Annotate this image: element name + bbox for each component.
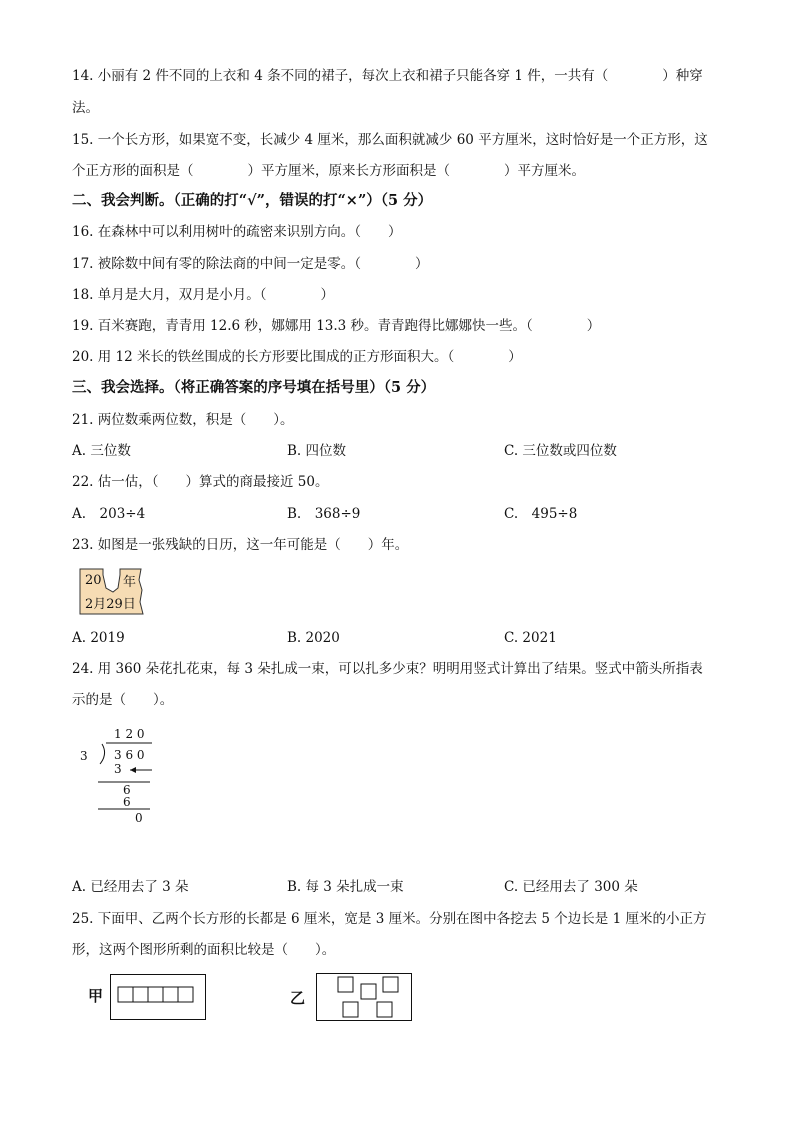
division-dividend: 3 6 0 bbox=[114, 748, 145, 762]
division-lines bbox=[78, 726, 168, 830]
arrow-head-icon bbox=[130, 767, 136, 773]
q22-option-b[interactable]: B. 368÷9 bbox=[287, 506, 361, 522]
long-division-figure bbox=[78, 726, 168, 830]
label-yi: 乙 bbox=[290, 989, 306, 1007]
calendar-year-prefix: 20 bbox=[85, 573, 102, 588]
q20: 20. 用 12 米长的铁丝围成的长方形要比围成的正方形面积大。（ ） bbox=[72, 349, 522, 365]
q17: 17. 被除数中间有零的除法商的中间一定是零。（ ） bbox=[72, 256, 429, 272]
q16: 16. 在森林中可以利用树叶的疏密来识别方向。（ ） bbox=[72, 224, 402, 240]
q24-option-c[interactable]: C. 已经用去了 300 朵 bbox=[504, 879, 638, 895]
torn-calendar-figure bbox=[78, 568, 144, 616]
q19: 19. 百米赛跑，青青用 12.6 秒，娜娜用 13.3 秒。青青跑得比娜娜快一些。（ ） bbox=[72, 318, 601, 334]
q18: 18. 单月是大月，双月是小月。（ ） bbox=[72, 287, 335, 303]
q22-option-c[interactable]: C. 495÷8 bbox=[504, 506, 578, 522]
q24-line1: 24. 用 360 朵花扎花束，每 3 朵扎成一束，可以扎多少束？明明用竖式计算出了结果。竖式中箭头所指表 bbox=[72, 661, 703, 677]
rectangle-jia bbox=[110, 974, 206, 1020]
q22-option-a[interactable]: A. 203÷4 bbox=[72, 506, 146, 522]
calendar-date: 2月29日 bbox=[85, 597, 136, 612]
division-step2a: 6 bbox=[123, 783, 131, 797]
q14-line2: 法。 bbox=[72, 100, 99, 116]
division-step1: 3 bbox=[114, 762, 122, 776]
section-2-heading: 二、我会判断。（正确的打“√”，错误的打“×”）（5 分） bbox=[72, 192, 433, 209]
q15-line1: 15. 一个长方形，如果宽不变，长减少 4 厘米，那么面积就减少 60 平方厘米，这时恰好是一个正方形，这 bbox=[72, 132, 708, 148]
label-jia: 甲 bbox=[88, 987, 104, 1005]
section-3-heading: 三、我会选择。（将正确答案的序号填在括号里）（5 分） bbox=[72, 379, 436, 396]
division-step2b: 6 bbox=[123, 795, 131, 809]
q23-option-b[interactable]: B. 2020 bbox=[287, 630, 340, 646]
division-quotient: 1 2 0 bbox=[114, 727, 145, 741]
calendar-year-char: 年 bbox=[123, 575, 137, 590]
q22-stem: 22. 估一估，（ ）算式的商最接近 50。 bbox=[72, 474, 329, 490]
q14-line1: 14. 小丽有 2 件不同的上衣和 4 条不同的裙子，每次上衣和裙子只能各穿 1 件，一共有（ ）种穿 bbox=[72, 68, 703, 84]
q21-stem: 21. 两位数乘两位数，积是（ ）。 bbox=[72, 412, 294, 428]
q24-option-b[interactable]: B. 每 3 朵扎成一束 bbox=[287, 879, 404, 895]
q21-option-a[interactable]: A. 三位数 bbox=[72, 443, 131, 459]
division-divisor: 3 bbox=[80, 749, 88, 763]
q21-option-b[interactable]: B. 四位数 bbox=[287, 443, 347, 459]
q24-option-a[interactable]: A. 已经用去了 3 朵 bbox=[72, 879, 189, 895]
q23-option-a[interactable]: A. 2019 bbox=[72, 630, 125, 646]
q24-line2: 示的是（ ）。 bbox=[72, 692, 174, 708]
rectangle-yi bbox=[316, 973, 412, 1021]
rectangle-jia-shape bbox=[110, 974, 206, 1020]
q21-option-c[interactable]: C. 三位数或四位数 bbox=[504, 443, 617, 459]
q15-line2: 个正方形的面积是（ ）平方厘米，原来长方形面积是（ ）平方厘米。 bbox=[72, 163, 585, 179]
division-remainder: 0 bbox=[135, 811, 143, 825]
q23-option-c[interactable]: C. 2021 bbox=[504, 630, 557, 646]
rectangle-yi-shape bbox=[316, 973, 412, 1021]
q23-stem: 23. 如图是一张残缺的日历，这一年可能是（ ）年。 bbox=[72, 537, 409, 553]
q25-line2: 形，这两个图形所剩的面积比较是（ ）。 bbox=[72, 942, 336, 958]
q25-line1: 25. 下面甲、乙两个长方形的长都是 6 厘米，宽是 3 厘米。分别在图中各挖去 5 个边长是 1 厘米的小正方 bbox=[72, 911, 707, 927]
